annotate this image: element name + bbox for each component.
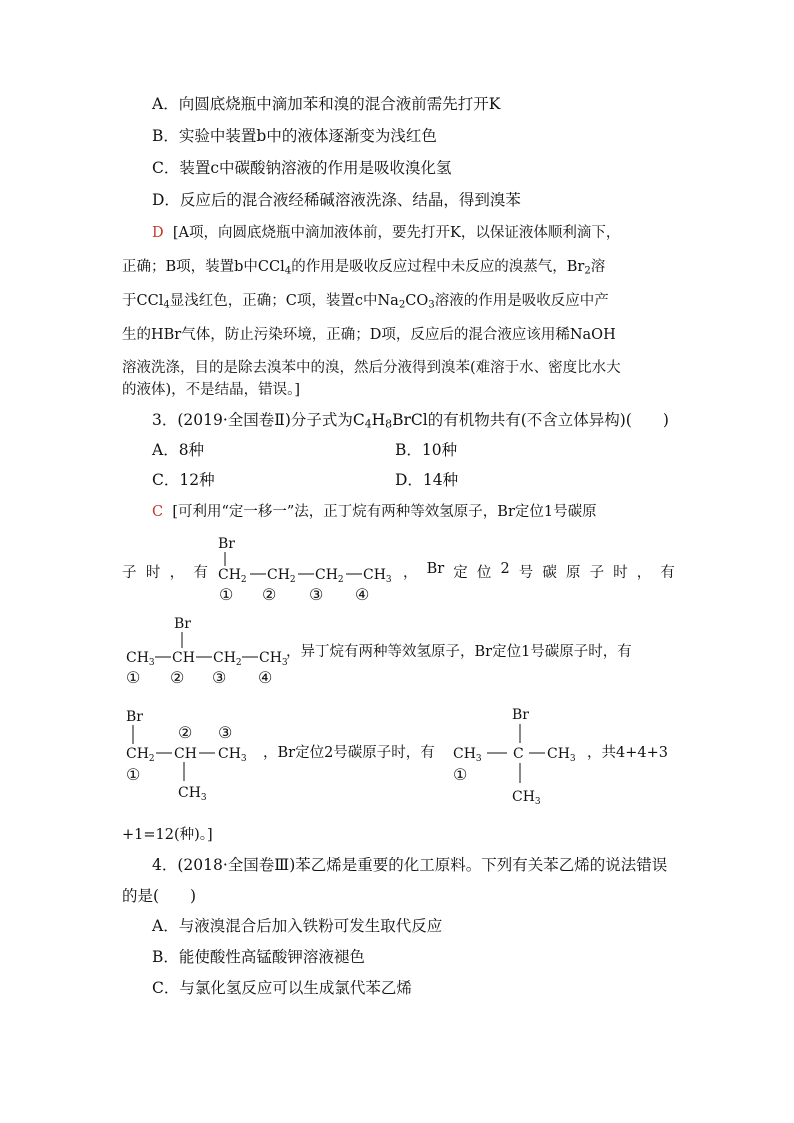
- svg-text:Br: Br: [218, 536, 235, 552]
- explanation-line-6: 的液体)，不是结晶，错误。]: [122, 382, 301, 398]
- explanation-3-line-3: ，异丁烷有两种等效氢原子，Br定位1号碳原子时，有: [286, 644, 632, 660]
- structure-isobutane-1-bromo: [126, 703, 266, 803]
- svg-text:①: ①: [219, 585, 234, 604]
- structure-n-butane-2-bromo: [126, 612, 296, 687]
- svg-text:Br: Br: [174, 616, 191, 632]
- explanation-line-5: 溶液洗涤，目的是除去溴苯中的溴，然后分液得到溴苯(难溶于水、密度比水大: [122, 360, 621, 376]
- question-3-stem: 3．(2019·全国卷Ⅱ)分子式为$C_4H_8BrCl$的有机物共有(不含立体异构)( ): [152, 411, 669, 431]
- svg-text:CH3: $CH_3$: [363, 567, 392, 585]
- svg-text:④: ④: [355, 585, 370, 604]
- svg-text:CH2: $CH_2$: [267, 567, 296, 585]
- explanation-line-4: 生的HBr气体，防止污染环境，正确；D项，反应后的混合液应该用稀NaOH: [122, 327, 616, 343]
- svg-text:①: ①: [126, 765, 141, 784]
- svg-text:③: ③: [218, 723, 233, 742]
- svg-text:Br: Br: [512, 707, 529, 723]
- svg-text:CH2: $CH_2$: [126, 746, 155, 764]
- svg-text:③: ③: [309, 585, 324, 604]
- explanation-3-line-4a: ，Br定位2号碳原子时，有: [263, 745, 435, 761]
- svg-text:CH: CH: [172, 650, 195, 666]
- question-3-option-a: A．8种: [152, 441, 205, 459]
- svg-text:CH3: $CH_3$: [547, 746, 576, 764]
- svg-text:②: ②: [262, 585, 277, 604]
- question-4-option-c: C．与氯化氢反应可以生成氯代苯乙烯: [152, 979, 412, 997]
- option-a-prev: A．向圆底烧瓶中滴加苯和溴的混合液前需先打开K: [152, 95, 501, 113]
- question-3-option-b: B．10种: [395, 441, 458, 459]
- structure-isobutane-2-bromo: [453, 703, 593, 808]
- question-3-option-d: D．14种: [395, 471, 459, 489]
- svg-text:CH: CH: [174, 746, 197, 762]
- structure-n-butane-1-bromo: [218, 532, 408, 607]
- svg-text:①: ①: [126, 668, 141, 687]
- svg-text:CH3: $CH_3$: [512, 789, 541, 807]
- svg-text:CH2: $CH_2$: [218, 567, 247, 585]
- svg-text:④: ④: [258, 668, 273, 687]
- question-4-stem-line-2: 的是( ): [122, 887, 197, 905]
- answer-letter: D: [152, 225, 164, 241]
- question-4-option-a: A．与液溴混合后加入铁粉可发生取代反应: [152, 917, 443, 935]
- answer-letter-3: C: [152, 504, 164, 520]
- svg-text:①: ①: [453, 765, 468, 784]
- svg-text:CH2: $CH_2$: [315, 567, 344, 585]
- explanation-3-line-2a: 子 时 ， 有: [122, 565, 208, 581]
- explanation-3-line-1: C [可利用“定一移一”法，正丁烷有两种等效氢原子，Br定位1号碳原: [152, 504, 597, 520]
- explanation-line-3: 于CCl$_4$显浅红色，正确；C项，装置c中$Na_2CO_3$溶液的作用是吸收反应中产: [122, 293, 609, 311]
- svg-text:Br: Br: [126, 709, 143, 725]
- explanation-line-1: D [A项，向圆底烧瓶中滴加液体前，要先打开K，以保证液体顺利滴下，: [152, 225, 621, 241]
- question-4-stem-line-1: 4．(2018·全国卷Ⅲ)苯乙烯是重要的化工原料。下列有关苯乙烯的说法错误: [152, 856, 668, 874]
- option-b-prev: B．实验中装置b中的液体逐渐变为浅红色: [152, 127, 437, 145]
- question-3-option-c: C．12种: [152, 471, 215, 489]
- svg-text:③: ③: [212, 668, 227, 687]
- question-4-option-b: B．能使酸性高锰酸钾溶液褪色: [152, 948, 365, 966]
- option-c-prev: C．装置c中碳酸钠溶液的作用是吸收溴化氢: [152, 159, 452, 177]
- svg-text:②: ②: [178, 723, 193, 742]
- svg-text:CH3: $CH_3$: [453, 746, 482, 764]
- explanation-line-2: 正确；B项，装置b中CCl$_4$的作用是吸收反应过程中未反应的溴蒸气，$Br_2$溶: [122, 259, 606, 277]
- svg-text:CH3: $CH_3$: [178, 785, 207, 803]
- svg-text:CH2: $CH_2$: [213, 650, 242, 668]
- svg-text:CH3: $CH_3$: [126, 650, 155, 668]
- option-d-prev: D．反应后的混合液经稀碱溶液洗涤、结晶，得到溴苯: [152, 191, 521, 209]
- svg-text:②: ②: [170, 668, 185, 687]
- explanation-3-line-4b: ，共4+4+3: [587, 745, 668, 761]
- svg-text:CH3: $CH_3$: [259, 650, 288, 668]
- svg-text:C: C: [513, 746, 524, 762]
- svg-text:CH3: $CH_3$: [218, 746, 247, 764]
- explanation-3-line-2b: ， Br 定 位 2 号 碳 原 子 时 ， 有: [403, 561, 675, 581]
- explanation-3-line-5: +1=12(种)。]: [122, 827, 213, 843]
